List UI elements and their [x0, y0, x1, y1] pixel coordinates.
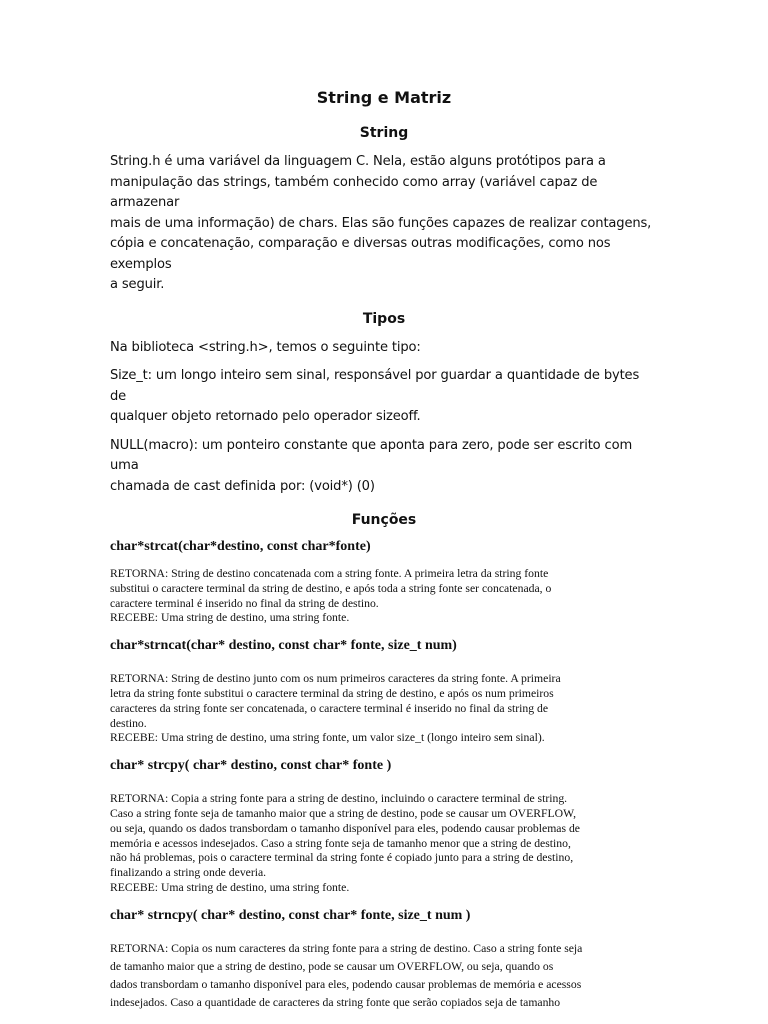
paragraph-null: [110, 436, 658, 498]
text-line: caractere terminal é inserido no final da string de destino.: [110, 596, 379, 610]
function-signature-strncpy: char* strncpy( char* destino, const char* fonte, size_t num ): [110, 907, 471, 923]
text-line: manipulação das strings, também conhecido como array (variável capaz de armazenar: [110, 174, 598, 210]
heading-funcoes: Funções: [351, 512, 417, 528]
text-line: qualquer objeto retornado pelo operador sizeoff.: [110, 409, 421, 424]
function-signature-strncat: char*strncat(char* destino, const char* fonte, size_t num): [110, 638, 457, 654]
text-line: ou seja, quando os dados transbordam o tamanho disponível para eles, podendo causar problemas de: [110, 821, 580, 835]
text-line: letra da string fonte substitui o caractere terminal da string de destino, e após os num primeiros: [110, 686, 554, 700]
function-signature-strcat: char*strcat(char*destino, const char*fonte): [110, 539, 371, 554]
text-line: a seguir.: [110, 277, 165, 292]
text-line: indesejados. Caso a quantidade de caracteres da string fonte que serão copiados seja de tamanho: [110, 996, 561, 1010]
heading-tipos: Tipos: [362, 310, 406, 327]
text-line: RETORNA: Copia os num caracteres da string fonte para a string de destino. Caso a string fonte seja: [110, 941, 583, 955]
text-line: RETORNA: String de destino junto com os num primeiros caracteres da string fonte. A primeira: [110, 672, 561, 686]
heading-string: String: [359, 125, 409, 141]
function-signature-strcpy: char* strcpy( char* destino, const char* fonte ): [110, 758, 392, 774]
text-line: mais de uma informação) de chars. Elas são funções capazes de realizar contagens,: [110, 215, 652, 231]
function-description-strcat: [110, 567, 658, 626]
document-page: [110, 86, 658, 1013]
paragraph-string-intro: [110, 152, 658, 296]
text-line: cópia e concatenação, comparação e diversas outras modificações, como nos exemplos: [110, 236, 611, 272]
text-line: caracteres da string fonte ser concatenada, o caractere terminal é inserido no final da string de: [110, 701, 549, 715]
function-description-strncat: [110, 672, 658, 746]
text-line: memória e acessos indesejados. Caso a string fonte seja de tamanho menor que a string de destino,: [110, 836, 571, 850]
text-line: não há problemas, pois o caractere terminal da string fonte é copiado junto para a string de destino,: [110, 851, 574, 865]
paragraph-size-t: [110, 366, 658, 428]
text-line: dados transbordam o tamanho disponível para eles, podendo causar problemas de memória e acessos: [110, 978, 582, 992]
paragraph-tipos-intro: Na biblioteca <string.h>, temos o seguinte tipo:: [110, 339, 421, 355]
document-title: String e Matriz: [316, 88, 452, 107]
text-line: RETORNA: Copia a string fonte para a string de destino, incluindo o caractere terminal de string.: [110, 792, 568, 806]
text-line: String.h é uma variável da linguagem C. Nela, estão alguns protótipos para a: [110, 154, 606, 169]
text-line: NULL(macro): um ponteiro constante que aponta para zero, pode ser escrito com uma: [110, 437, 633, 473]
text-line: substitui o caractere terminal da string de destino, e após toda a string fonte ser concatenada, o: [110, 581, 552, 595]
text-line: RETORNA: String de destino concatenada com a string fonte. A primeira letra da string fonte: [110, 567, 549, 580]
text-line: destino.: [110, 716, 147, 730]
function-description-strcpy: [110, 792, 658, 896]
text-line: RECEBE: Uma string de destino, uma string fonte.: [110, 880, 350, 894]
text-line: Caso a string fonte seja de tamanho maior que a string de destino, pode se causar um OVERFLOW,: [110, 806, 576, 820]
text-line: RECEBE: Uma string de destino, uma string fonte, um valor size_t (longo inteiro sem sinal).: [110, 731, 545, 745]
text-line: chamada de cast definida por: (void*) (0): [110, 478, 375, 494]
function-description-strncpy: [110, 940, 658, 1013]
text-line: finalizando a string onde deveria.: [110, 866, 267, 880]
text-line: Size_t: um longo inteiro sem sinal, responsável por guardar a quantidade de bytes de: [110, 368, 640, 404]
text-line: de tamanho maior que a string de destino, pode se causar um OVERFLOW, ou seja, quando os: [110, 959, 554, 973]
text-line: RECEBE: Uma string de destino, uma string fonte.: [110, 611, 350, 625]
